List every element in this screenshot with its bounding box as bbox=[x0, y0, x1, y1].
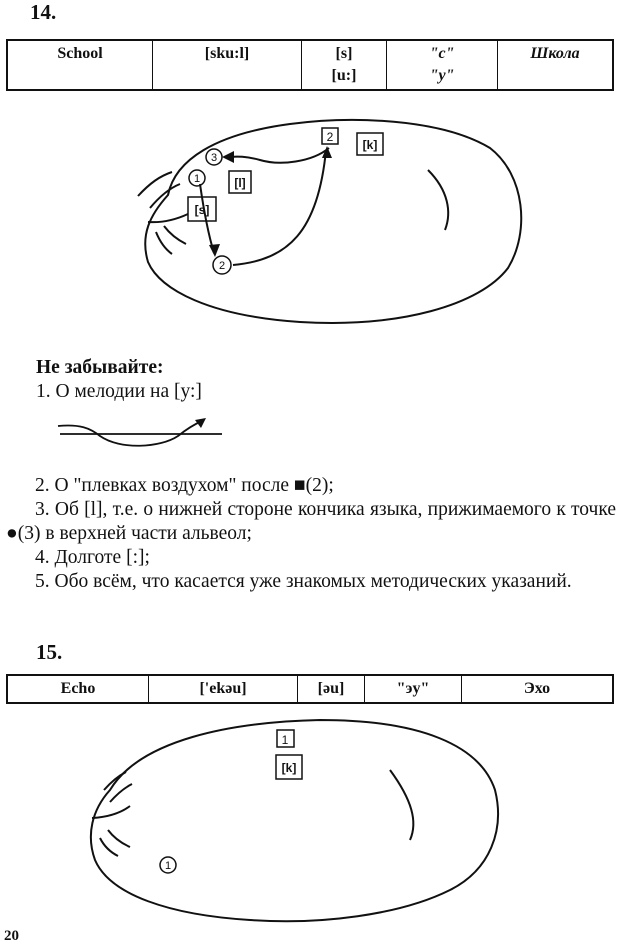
exercise-14-table bbox=[6, 39, 614, 91]
word-cell: Echo bbox=[7, 675, 149, 703]
reminder-5: 5. Обо всём, что касается уже знакомых методических указаний. bbox=[35, 571, 572, 592]
point-2-box-label: 2 bbox=[326, 130, 334, 144]
arrowhead-2 bbox=[209, 244, 220, 257]
reminders-heading: Не забывайте: bbox=[36, 357, 164, 378]
sound-2: [u:] bbox=[331, 67, 357, 84]
sounds-cell bbox=[302, 40, 387, 90]
translation-cell: Школа bbox=[498, 40, 614, 90]
mouth-diagram-14 bbox=[0, 100, 620, 340]
point-3-label: 3 bbox=[210, 152, 218, 164]
letter-2: "у" bbox=[429, 67, 455, 84]
mouth-outline bbox=[91, 720, 498, 921]
sound-cell: [əu] bbox=[298, 675, 365, 703]
tongue-curve bbox=[428, 170, 448, 230]
sound-1: [s] bbox=[335, 45, 353, 62]
russian-letters-cell bbox=[387, 40, 498, 90]
russian-letters-cell: "эу" bbox=[365, 675, 462, 703]
lip-stroke-4 bbox=[156, 232, 172, 254]
reminder-4: 4. Долготе [:]; bbox=[35, 547, 150, 568]
arrow-2-to-3 bbox=[225, 148, 329, 163]
point-1-label: 1 bbox=[164, 860, 172, 872]
point-1-box-label: 1 bbox=[281, 733, 289, 747]
translation-cell: Эхо bbox=[462, 675, 614, 703]
letter-1: "с" bbox=[429, 45, 455, 62]
arrowhead-3 bbox=[222, 151, 234, 163]
point-2-label: 2 bbox=[218, 260, 226, 272]
exercise-15-table bbox=[6, 674, 614, 704]
lip-stroke-1 bbox=[104, 772, 126, 790]
point-1-label: 1 bbox=[193, 173, 201, 185]
lip-stroke-5 bbox=[164, 226, 186, 244]
label-k: [k] bbox=[362, 138, 378, 152]
melody-contour bbox=[50, 414, 230, 454]
word-cell: School bbox=[7, 40, 153, 90]
transcription-cell: [sku:l] bbox=[153, 40, 302, 90]
arrow-2-up bbox=[233, 150, 326, 265]
reminder-2: 2. О "плевках воздухом" после ■(2); bbox=[35, 475, 334, 496]
exercise-14-number: 14. bbox=[30, 0, 57, 24]
exercise-15-number: 15. bbox=[36, 640, 63, 664]
transcription-cell: ['ekəu] bbox=[149, 675, 298, 703]
page-number: 20 bbox=[4, 928, 19, 944]
reminder-1: 1. О мелодии на [у:] bbox=[36, 381, 202, 402]
reminders bbox=[6, 356, 616, 404]
label-l: [l] bbox=[234, 176, 246, 190]
arrow-1-to-2 bbox=[200, 184, 214, 253]
label-s: [s] bbox=[194, 203, 210, 217]
mouth-diagram-15 bbox=[0, 710, 620, 935]
reminder-3: 3. Об [l], т.е. о нижней стороне кончика языка, прижимаемого к точке ●(3) в верхней части альвеол; bbox=[6, 499, 616, 544]
tongue-curve bbox=[390, 770, 413, 840]
label-k: [k] bbox=[281, 761, 297, 775]
lip-stroke-2 bbox=[150, 184, 180, 208]
reminders-continued bbox=[6, 474, 616, 594]
lip-stroke-5 bbox=[108, 830, 130, 847]
lip-stroke-4 bbox=[100, 838, 118, 856]
